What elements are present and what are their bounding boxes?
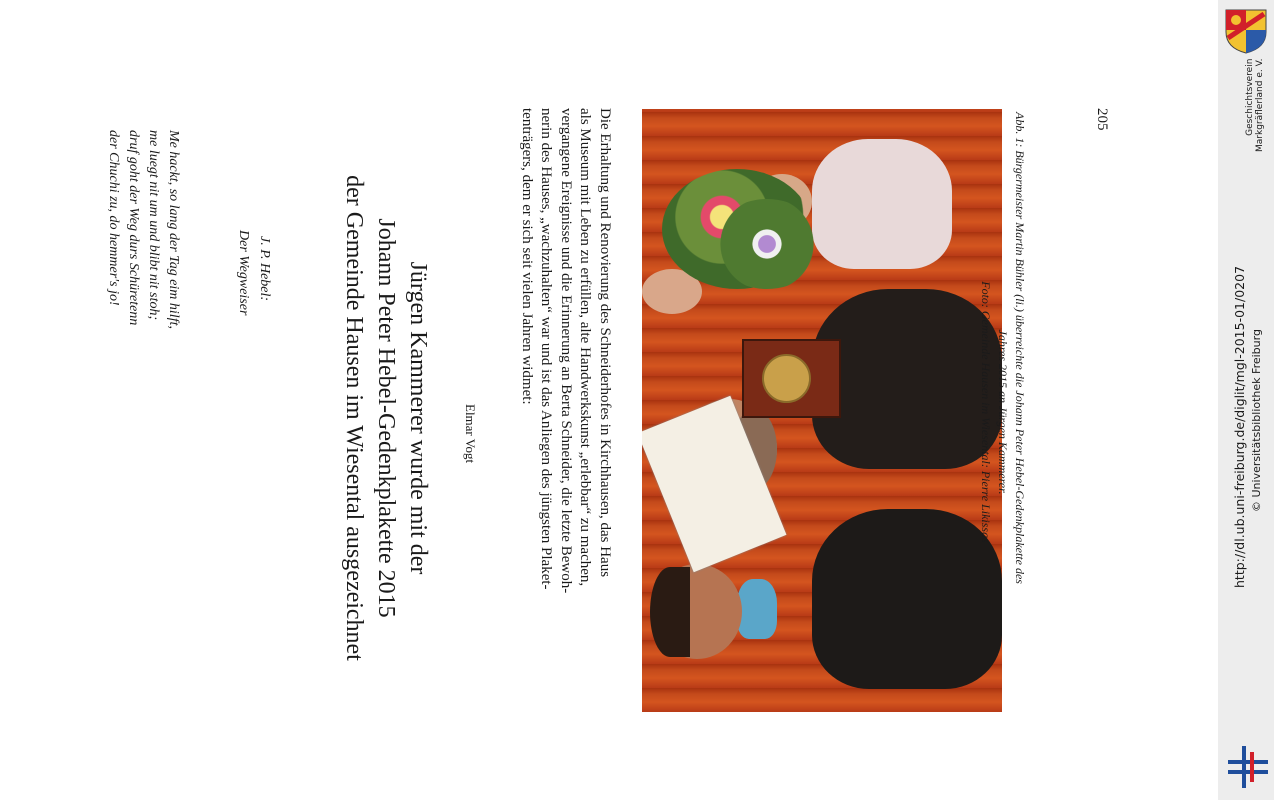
mayor-hair xyxy=(650,567,690,657)
poem-source: Der Wegweiser xyxy=(236,230,251,316)
caption-line: Jahres 2015 an Jürgen Kammerer. xyxy=(996,329,1010,495)
org-line: Geschichtsverein xyxy=(1245,58,1255,136)
title-line: der Gemeinde Hausen im Wiesental ausgezeichnet xyxy=(341,175,367,661)
woman-with-bouquet xyxy=(812,139,952,269)
university-library-logo-icon xyxy=(1228,746,1268,788)
article-title xyxy=(338,148,434,688)
caption-line: Abb. 1: Bürgermeister Martin Bühler (li.) überreichte die Johann Peter Hebel-Gedenkplakette des xyxy=(1013,112,1027,584)
body-line: Die Erhaltung und Renovierung des Schneiderhofes in Kirchhausen, das Haus xyxy=(597,108,613,578)
flower-bouquet-detail xyxy=(712,199,822,289)
poem-line: me luegt nit um und blibt nit stoh; xyxy=(146,130,161,321)
mayor-collar xyxy=(737,579,777,639)
poem-attribution xyxy=(233,230,275,315)
sidebar-organization xyxy=(1245,59,1265,152)
body-line: tenträgers, dem er sich seit vielen Jahren widmet: xyxy=(519,108,535,405)
page-number: 205 xyxy=(1094,108,1110,131)
poem-line: Me hackt, so lang der Tag eim hilft, xyxy=(166,130,181,329)
body-line: als Museum mit Leben zu erfüllen, alte Handwerkskunst „erlebbar“ zu machen, xyxy=(577,108,594,587)
poem xyxy=(103,130,183,420)
mayor xyxy=(812,509,1002,689)
body-text xyxy=(517,108,615,593)
caption-line: Foto: Gemeinde Hausen im Wiesental: Pierre Likissas xyxy=(979,281,993,543)
coat-of-arms-icon xyxy=(1224,8,1268,54)
sidebar-url[interactable]: http://dl.ub.uni-freiburg.de/diglit/mgl-2015-01/0207 xyxy=(1232,265,1247,588)
org-line: Markgräflerland e. V. xyxy=(1255,58,1265,152)
byline: Elmar Vogt xyxy=(463,404,478,464)
poem-line: druf goht der Weg durs Schüretenn xyxy=(126,130,141,326)
medal xyxy=(762,354,811,403)
body-line: nerin des Hauses, „wachzuhalten“ war und ist das Anliegen des jüngsten Plaket- xyxy=(538,108,555,590)
body-line: vergangene Ereignisse und die Erinnerung an Berta Schneider, die letzte Bewoh- xyxy=(558,108,574,594)
title-line: Johann Peter Hebel-Gedenkplakette 2015 xyxy=(373,218,399,618)
poem-author: J. P. Hebel: xyxy=(257,236,272,302)
title-line: Jürgen Kammerer wurde mit der xyxy=(405,261,431,575)
award-photo xyxy=(642,109,1002,712)
poem-line: der Chuchi zu, do hemmer's jo! xyxy=(106,130,121,306)
photo-caption xyxy=(977,112,1028,712)
sidebar-copyright: © Universitätsbibliothek Freiburg xyxy=(1250,329,1263,512)
